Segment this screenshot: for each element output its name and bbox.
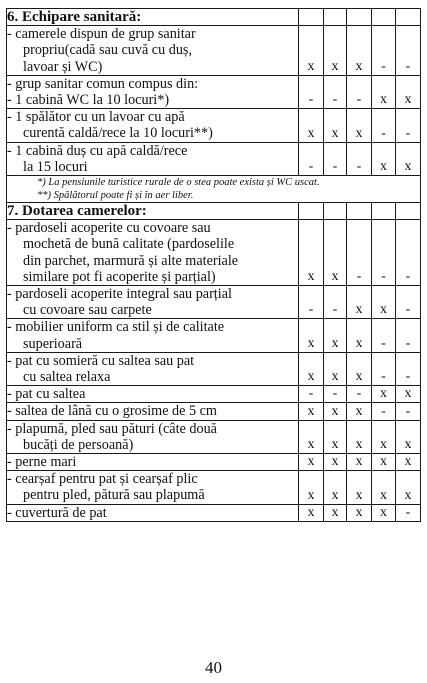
mark-cell: x <box>299 352 324 385</box>
mark-cell: x <box>372 386 396 403</box>
mark-cell: x <box>324 471 347 504</box>
section-7-title: 7. Dotarea camerelor: <box>7 203 147 220</box>
row-description: - cuvertură de pat <box>7 504 299 521</box>
mark-cell: x <box>396 454 421 471</box>
mark-cell: x <box>347 109 372 142</box>
mark-cell: x <box>324 352 347 385</box>
mark-cell: x <box>324 109 347 142</box>
table-row <box>7 142 421 175</box>
mark-cell: - <box>347 75 372 108</box>
table-row <box>7 319 421 352</box>
footnote-2: **) Spălătorul poate fi și în aer liber. <box>37 190 194 202</box>
mark-cell: x <box>372 471 396 504</box>
mark-cell: - <box>299 286 324 319</box>
mark-cell: x <box>347 454 372 471</box>
mark-cell: - <box>299 142 324 175</box>
table-row <box>7 352 421 385</box>
row-description: - grup sanitar comun compus din: - 1 cabină WC la 10 locuri*) <box>7 75 299 108</box>
mark-cell: x <box>324 319 347 352</box>
mark-cell: x <box>299 319 324 352</box>
mark-cell: - <box>299 75 324 108</box>
mark-cell: - <box>324 286 347 319</box>
classification-table <box>6 8 421 522</box>
mark-cell: - <box>396 352 421 385</box>
mark-cell: - <box>347 142 372 175</box>
mark-cell: - <box>299 386 324 403</box>
section-7-title-cell <box>7 203 299 220</box>
mark-cell: - <box>396 403 421 420</box>
row-description: - pardoseli acoperite integral sau parțial cu covoare sau carpete <box>7 286 299 319</box>
mark-cell: - <box>396 220 421 286</box>
mark-cell: - <box>396 504 421 521</box>
section-6-title-cell <box>7 9 299 26</box>
row-description: - mobilier uniform ca stil și de calitate superioară <box>7 319 299 352</box>
mark-cell: - <box>396 286 421 319</box>
row-description: - saltea de lână cu o grosime de 5 cm <box>7 403 299 420</box>
mark-cell: x <box>347 471 372 504</box>
page-number: 40 <box>205 658 222 677</box>
footnotes-row <box>7 176 421 203</box>
mark-cell: - <box>324 75 347 108</box>
mark-cell: x <box>347 420 372 453</box>
mark-cell: - <box>396 26 421 76</box>
row-description: - cearșaf pentru pat și cearșaf plic pentru pled, pătură sau plapumă <box>7 471 299 504</box>
table-row <box>7 220 421 286</box>
document-page <box>6 8 420 522</box>
row-description: - pat cu saltea <box>7 386 299 403</box>
mark-cell: - <box>324 142 347 175</box>
mark-cell: x <box>396 142 421 175</box>
mark-cell: - <box>347 220 372 286</box>
mark-cell: - <box>372 352 396 385</box>
mark-cell: - <box>324 386 347 403</box>
mark-cell: x <box>347 286 372 319</box>
table-row <box>7 471 421 504</box>
mark-cell: - <box>372 26 396 76</box>
footnotes <box>7 176 421 203</box>
mark-cell: x <box>396 471 421 504</box>
row-description: - 1 spălător cu un lavoar cu apă curentă caldă/rece la 10 locuri**) <box>7 109 299 142</box>
section-7-title-row <box>7 203 421 220</box>
mark-cell: - <box>372 109 396 142</box>
mark-cell: x <box>372 142 396 175</box>
table-row <box>7 420 421 453</box>
mark-cell: - <box>372 403 396 420</box>
mark-cell: x <box>299 454 324 471</box>
mark-cell: x <box>347 504 372 521</box>
row-description: - perne mari <box>7 454 299 471</box>
mark-cell: x <box>372 504 396 521</box>
mark-cell: x <box>299 403 324 420</box>
mark-cell: - <box>396 109 421 142</box>
mark-cell: x <box>347 319 372 352</box>
table-row <box>7 286 421 319</box>
row-description: - camerele dispun de grup sanitar propriu(cadă sau cuvă cu duș, lavoar și WC) <box>7 26 299 76</box>
mark-cell: x <box>299 109 324 142</box>
mark-cell: x <box>324 504 347 521</box>
table-row <box>7 109 421 142</box>
mark-cell: x <box>372 286 396 319</box>
mark-cell: - <box>347 386 372 403</box>
row-description: - pardoseli acoperite cu covoare sau mochetă de bună calitate (pardoselile din parchet, marmură și alte materiale similare pot fi acoperite și parțial) <box>7 220 299 286</box>
table-row <box>7 454 421 471</box>
row-description: - pat cu somieră cu saltea sau pat cu saltea relaxa <box>7 352 299 385</box>
mark-cell: x <box>396 386 421 403</box>
mark-cell: x <box>299 220 324 286</box>
row-description: - 1 cabină duș cu apă caldă/rece la 15 locuri <box>7 142 299 175</box>
mark-cell: x <box>347 403 372 420</box>
section-6-title-row <box>7 9 421 26</box>
mark-cell: x <box>299 471 324 504</box>
table-row <box>7 75 421 108</box>
mark-cell: x <box>347 26 372 76</box>
mark-cell: - <box>372 319 396 352</box>
mark-cell: x <box>324 220 347 286</box>
table-row <box>7 26 421 76</box>
mark-cell: x <box>299 420 324 453</box>
footnote-1: *) La pensiunile turistice rurale de o stea poate exista și WC uscat. <box>37 177 320 189</box>
mark-cell: x <box>396 75 421 108</box>
mark-cell: x <box>347 352 372 385</box>
mark-cell: - <box>396 319 421 352</box>
mark-cell: x <box>372 420 396 453</box>
mark-cell: x <box>324 26 347 76</box>
section-6-title: 6. Echipare sanitară: <box>7 9 142 25</box>
table-row <box>7 504 421 521</box>
mark-cell: x <box>324 420 347 453</box>
mark-cell: x <box>372 75 396 108</box>
mark-cell: x <box>396 420 421 453</box>
mark-cell: x <box>324 454 347 471</box>
table-row <box>7 403 421 420</box>
mark-cell: x <box>324 403 347 420</box>
mark-cell: - <box>372 220 396 286</box>
mark-cell: x <box>299 504 324 521</box>
mark-cell: x <box>299 26 324 76</box>
row-description: - plapumă, pled sau pături (câte două bucăți de persoană) <box>7 420 299 453</box>
mark-cell: x <box>372 454 396 471</box>
table-row <box>7 386 421 403</box>
